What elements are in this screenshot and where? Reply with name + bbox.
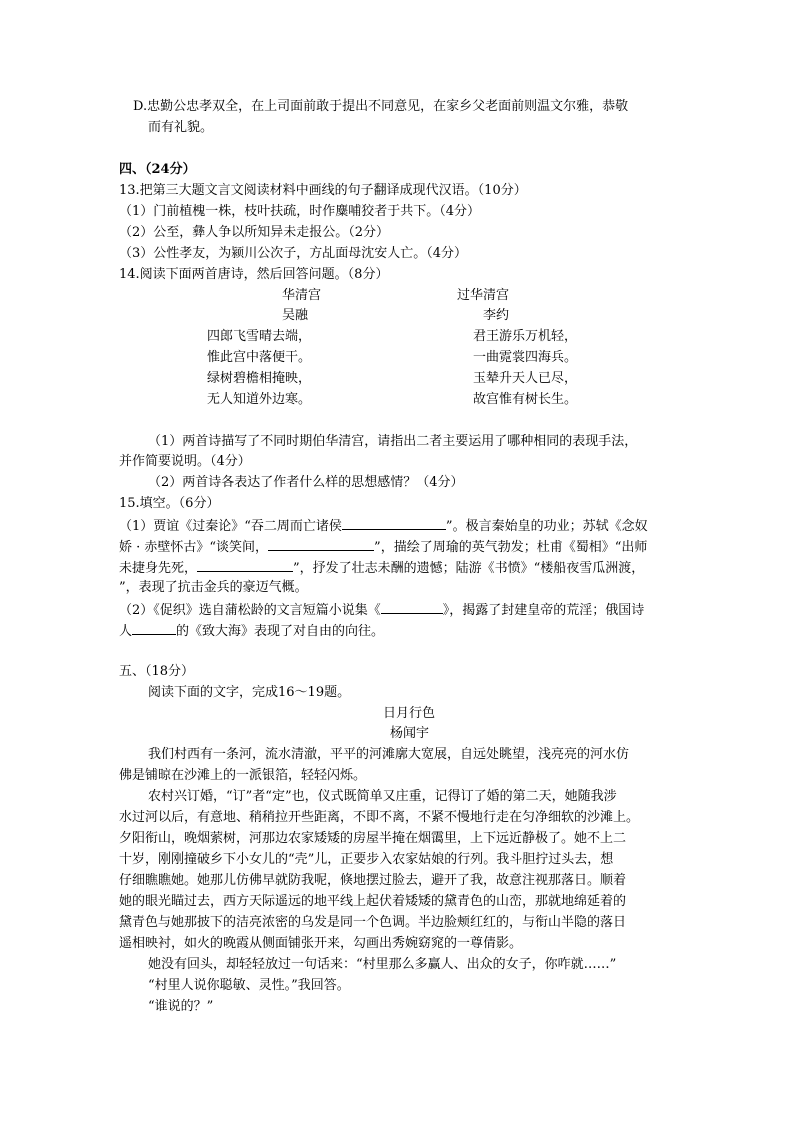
poem2-author: 李约 <box>483 308 510 323</box>
paragraph-line: 农村兴订婚，“订”者“定”也，仪式既简单又庄重，记得订了婚的第二天，她随我涉 <box>148 789 617 804</box>
paragraph-line: 遥相映衬，如火的晚霞从侧面铺张开来，勾画出秀婉窈窕的一尊倩影。 <box>119 936 523 951</box>
section5-heading: 五、（18分） <box>119 664 195 679</box>
section5-intro: 阅读下面的文字，完成16～19题。 <box>148 685 351 700</box>
q15-item-1c: 未捷身先死， ”，抒发了壮志未酬的遗憾；陆游《书愤》“楼船夜雪瓜洲渡， <box>119 557 644 579</box>
answer-blank[interactable] <box>197 557 293 572</box>
q15-item-2b: 人 的《致大海》表现了对自由的向往。 <box>119 620 384 642</box>
q14-prompt: 14.阅读下面两首唐诗，然后回答问题。（8分） <box>119 267 389 282</box>
q13-prompt: 13.把第三大题文言文阅读材料中画线的句子翻译成现代汉语。（10分） <box>119 183 527 198</box>
option-d-line2: 而有礼貌。 <box>148 120 214 135</box>
paragraph-line: “村里人说你聪敏、灵性。”我回答。 <box>148 978 350 993</box>
section4-heading: 四、（24分） <box>119 162 196 177</box>
q15-item-1a: （1）贾谊《过秦论》“吞二周而亡诸侯 ”。极言秦始皇的功业；苏轼《念奴 <box>119 515 648 537</box>
paragraph-line: 仔细瞧瞧她。她那儿仿佛早就防我呢，倏地摆过脸去，避开了我，故意注视那落日。顺着 <box>119 873 627 888</box>
answer-blank[interactable] <box>342 515 446 530</box>
paragraph-line: 我们村西有一条河，流水清澈，平平的河滩廓大宽展，自远处眺望，浅亮亮的河水仿 <box>148 747 630 762</box>
poem2-line: 玉辇升天人已尽， <box>473 371 578 386</box>
q13-item-3: （3）公性孝友，为颍川公次子，方乩面母沈安人亡。（4分） <box>119 246 468 261</box>
answer-blank[interactable] <box>381 599 443 614</box>
paragraph-line: 她的眼光瞄过去，西方天际遥远的地平线上起伏着矮矮的黛青色的山峦，那就地绵延着的 <box>119 894 627 909</box>
poem1-line: 惟此宫中落便干。 <box>207 350 312 365</box>
poem2-title: 过华清宫 <box>457 288 510 303</box>
answer-blank[interactable] <box>268 536 374 551</box>
poem1-line: 绿树碧檐相掩映， <box>207 371 312 386</box>
paragraph-line: 黛青色与她那披下的洁亮浓密的乌发是同一个色调。半边脸颊红红的，与衔山半隐的落日 <box>119 915 627 930</box>
article-title: 日月行色 <box>383 706 436 721</box>
poem1-title: 华清宫 <box>282 288 322 303</box>
paragraph-line: 十岁，刚刚撞破乡下小女儿的“壳”儿，正要步入农家姑娘的行列。我斗胆拧过头去，想 <box>119 852 614 867</box>
paragraph-line: “谁说的？” <box>148 999 214 1014</box>
q13-item-2: （2）公至，彝人争以所知异未走报公。（2分） <box>119 225 390 240</box>
poem1-line: 四郎飞雪晴去端， <box>207 329 312 344</box>
poem2-line: 一曲霓裳四海兵。 <box>473 350 578 365</box>
q14-item-2: （2）两首诗各表达了作者什么样的思想感情？（4分） <box>148 475 464 490</box>
q15-item-1d: ”，表现了抗击金兵的豪迈气概。 <box>119 580 308 595</box>
paragraph-line: 佛是铺晾在沙滩上的一派银箔，轻轻闪烁。 <box>119 768 367 783</box>
poem1-line: 无人知道外边寒。 <box>207 392 312 407</box>
paragraph-line: 夕阳衔山，晚烟萦树，河那边农家矮矮的房屋半掩在烟霭里，上下远近静极了。她不上二 <box>119 831 627 846</box>
poem2-line: 故宫惟有树长生。 <box>473 392 578 407</box>
q15-item-1b: 娇 · 赤壁怀古》“谈笑间， ”，描绘了周瑜的英气勃发；杜甫《蜀相》“出师 <box>119 536 647 558</box>
answer-blank[interactable] <box>132 620 176 635</box>
paragraph-line: 水过河以后，有意地、稍稍拉开些距离，不即不离，不紧不慢地行走在匀净细软的沙滩上。 <box>119 810 640 825</box>
q14-item-1b: 并作简要说明。（4分） <box>119 454 251 469</box>
poem1-author: 吴融 <box>282 308 309 323</box>
q15-item-2a: （2）《促织》选自蒲松龄的文言短篇小说集《 》，揭露了封建皇帝的荒淫；俄国诗 <box>119 599 644 621</box>
q13-item-1: （1）门前植槐一株，枝叶扶疏，时作麋哺狡者于共下。（4分） <box>119 204 481 219</box>
poem2-line: 君王游乐万机轻， <box>473 329 578 344</box>
article-author: 杨闻宇 <box>390 726 430 741</box>
paragraph-line: 她没有回头，却轻轻放过一句话来：“村里那么多赢人、出众的女子，你咋就……” <box>148 957 617 972</box>
q14-item-1a: （1）两首诗描写了不同时期伯华清宫，请指出二者主要运用了哪种相同的表现手法， <box>148 434 638 449</box>
option-d-line1: D.忠勤公忠孝双全，在上司面前敢于提出不同意见，在家乡父老面前则温文尔雅，恭敬 <box>133 99 629 114</box>
q15-prompt: 15.填空。（6分） <box>119 496 220 511</box>
